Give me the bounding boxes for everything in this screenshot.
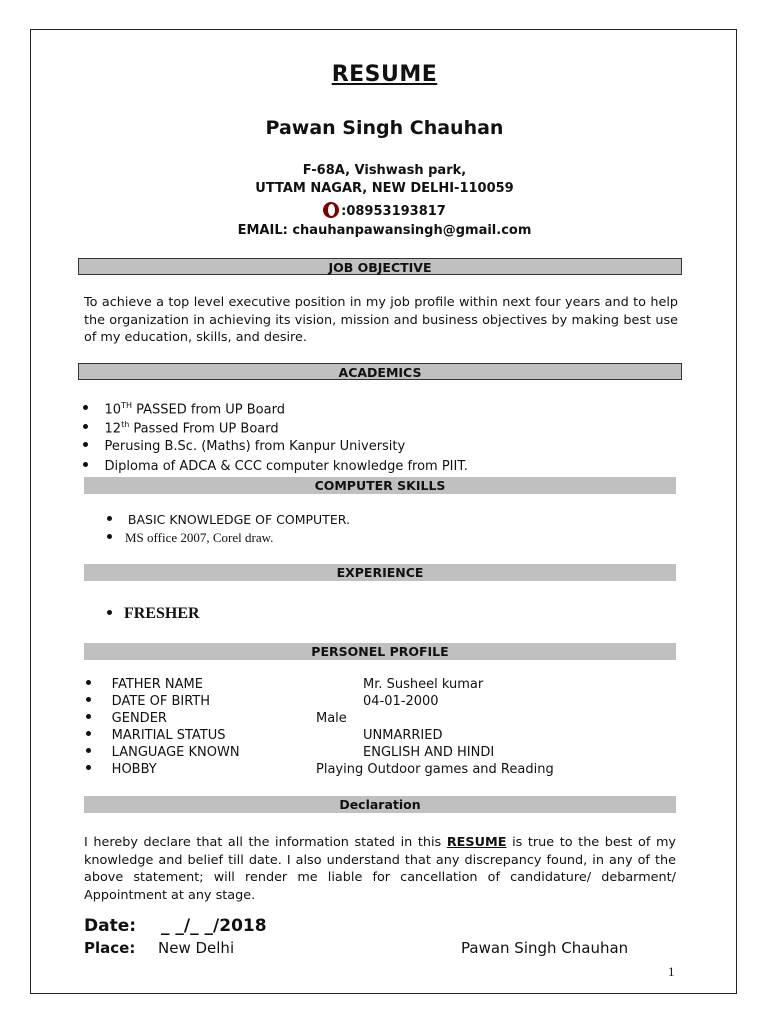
profile-value-language-known: ENGLISH AND HINDI xyxy=(363,745,495,760)
signature-name: Pawan Singh Chauhan xyxy=(461,939,629,957)
profile-value-gender: Male xyxy=(316,711,347,726)
section-header-declaration: Declaration xyxy=(84,796,676,813)
profile-row-gender xyxy=(86,711,167,726)
profile-value-father-name: Mr. Susheel kumar xyxy=(363,677,484,692)
resume-title: RESUME xyxy=(331,62,438,87)
profile-row-father-name xyxy=(86,677,203,692)
section-header-computer-skills: COMPUTER SKILLS xyxy=(84,477,676,494)
candidate-name: Pawan Singh Chauhan xyxy=(265,117,504,139)
profile-row-date-of-birth xyxy=(86,694,210,709)
list-item-academics-1: 10TH PASSED from UP Board xyxy=(83,401,285,417)
profile-row-hobby xyxy=(86,762,157,777)
profile-label: MARITIAL STATUS xyxy=(111,728,226,743)
phone-icon xyxy=(323,202,339,218)
profile-label: HOBBY xyxy=(111,762,157,777)
phone-line xyxy=(31,202,738,219)
profile-value-date-of-birth: 04-01-2000 xyxy=(363,694,439,709)
bullet-icon xyxy=(86,714,91,719)
place-label: Place: xyxy=(84,939,136,957)
resume-keyword: RESUME xyxy=(446,835,507,850)
profile-label: LANGUAGE KNOWN xyxy=(111,745,240,760)
bullet-icon xyxy=(86,731,91,736)
bullet-icon xyxy=(86,680,91,685)
section-header-personel-profile: PERSONEL PROFILE xyxy=(84,643,676,660)
bullet-icon xyxy=(107,534,112,539)
section-header-job-objective: JOB OBJECTIVE xyxy=(78,258,682,275)
phone-number: :08953193817 xyxy=(341,204,446,219)
bullet-icon xyxy=(86,748,91,753)
bullet-icon xyxy=(83,442,88,447)
profile-label: DATE OF BIRTH xyxy=(111,694,211,709)
job-objective-text: To achieve a top level executive position in my job profile within next four years and to help the organization in achieving its vision, mission and business objectives by making best use of my education, skills, and desire. xyxy=(84,295,678,345)
date-label: Date: xyxy=(84,916,137,936)
bullet-icon xyxy=(83,424,88,429)
bullet-icon xyxy=(107,610,112,615)
address-line-1: F-68A, Vishwash park, xyxy=(302,163,467,178)
date-value: _ _/_ _/2018 xyxy=(161,916,267,936)
list-item-academics-4: Diploma of ADCA & CCC computer knowledge from PIIT. xyxy=(83,459,468,474)
profile-value-hobby: Playing Outdoor games and Reading xyxy=(316,762,554,777)
address-line-2: UTTAM NAGAR, NEW DELHI-110059 xyxy=(255,181,514,196)
profile-value-maritial-status: UNMARRIED xyxy=(363,728,443,743)
email-line: EMAIL: chauhanpawansingh@gmail.com xyxy=(237,223,532,238)
page-number: 1 xyxy=(668,964,675,979)
bullet-icon xyxy=(86,697,91,702)
bullet-icon xyxy=(86,765,91,770)
list-item-skill-2: MS office 2007, Corel draw. xyxy=(107,530,273,546)
list-item-experience: FRESHER xyxy=(107,605,200,623)
profile-row-maritial-status xyxy=(86,728,225,743)
list-item-skill-1: BASIC KNOWLEDGE OF COMPUTER. xyxy=(107,512,350,527)
declaration-text: I hereby declare that all the information stated in this RESUME is true to the best of my knowledge and belief till date. I also understand that any discrepancy found, in any of the above statement; will render me liable for cancellation of candidature/ debarment/ Appointment at any stage. xyxy=(84,835,676,903)
bullet-icon xyxy=(83,462,88,467)
bullet-icon xyxy=(107,516,112,521)
profile-label: FATHER NAME xyxy=(111,677,203,692)
section-header-experience: EXPERIENCE xyxy=(84,564,676,581)
bullet-icon xyxy=(83,405,88,410)
resume-page xyxy=(30,29,737,994)
profile-label: GENDER xyxy=(111,711,167,726)
section-header-academics: ACADEMICS xyxy=(78,363,682,380)
list-item-academics-3: Perusing B.Sc. (Maths) from Kanpur University xyxy=(83,439,405,454)
profile-row-language-known xyxy=(86,745,240,760)
place-value: New Delhi xyxy=(158,939,235,957)
list-item-academics-2: 12th Passed From UP Board xyxy=(83,420,279,436)
